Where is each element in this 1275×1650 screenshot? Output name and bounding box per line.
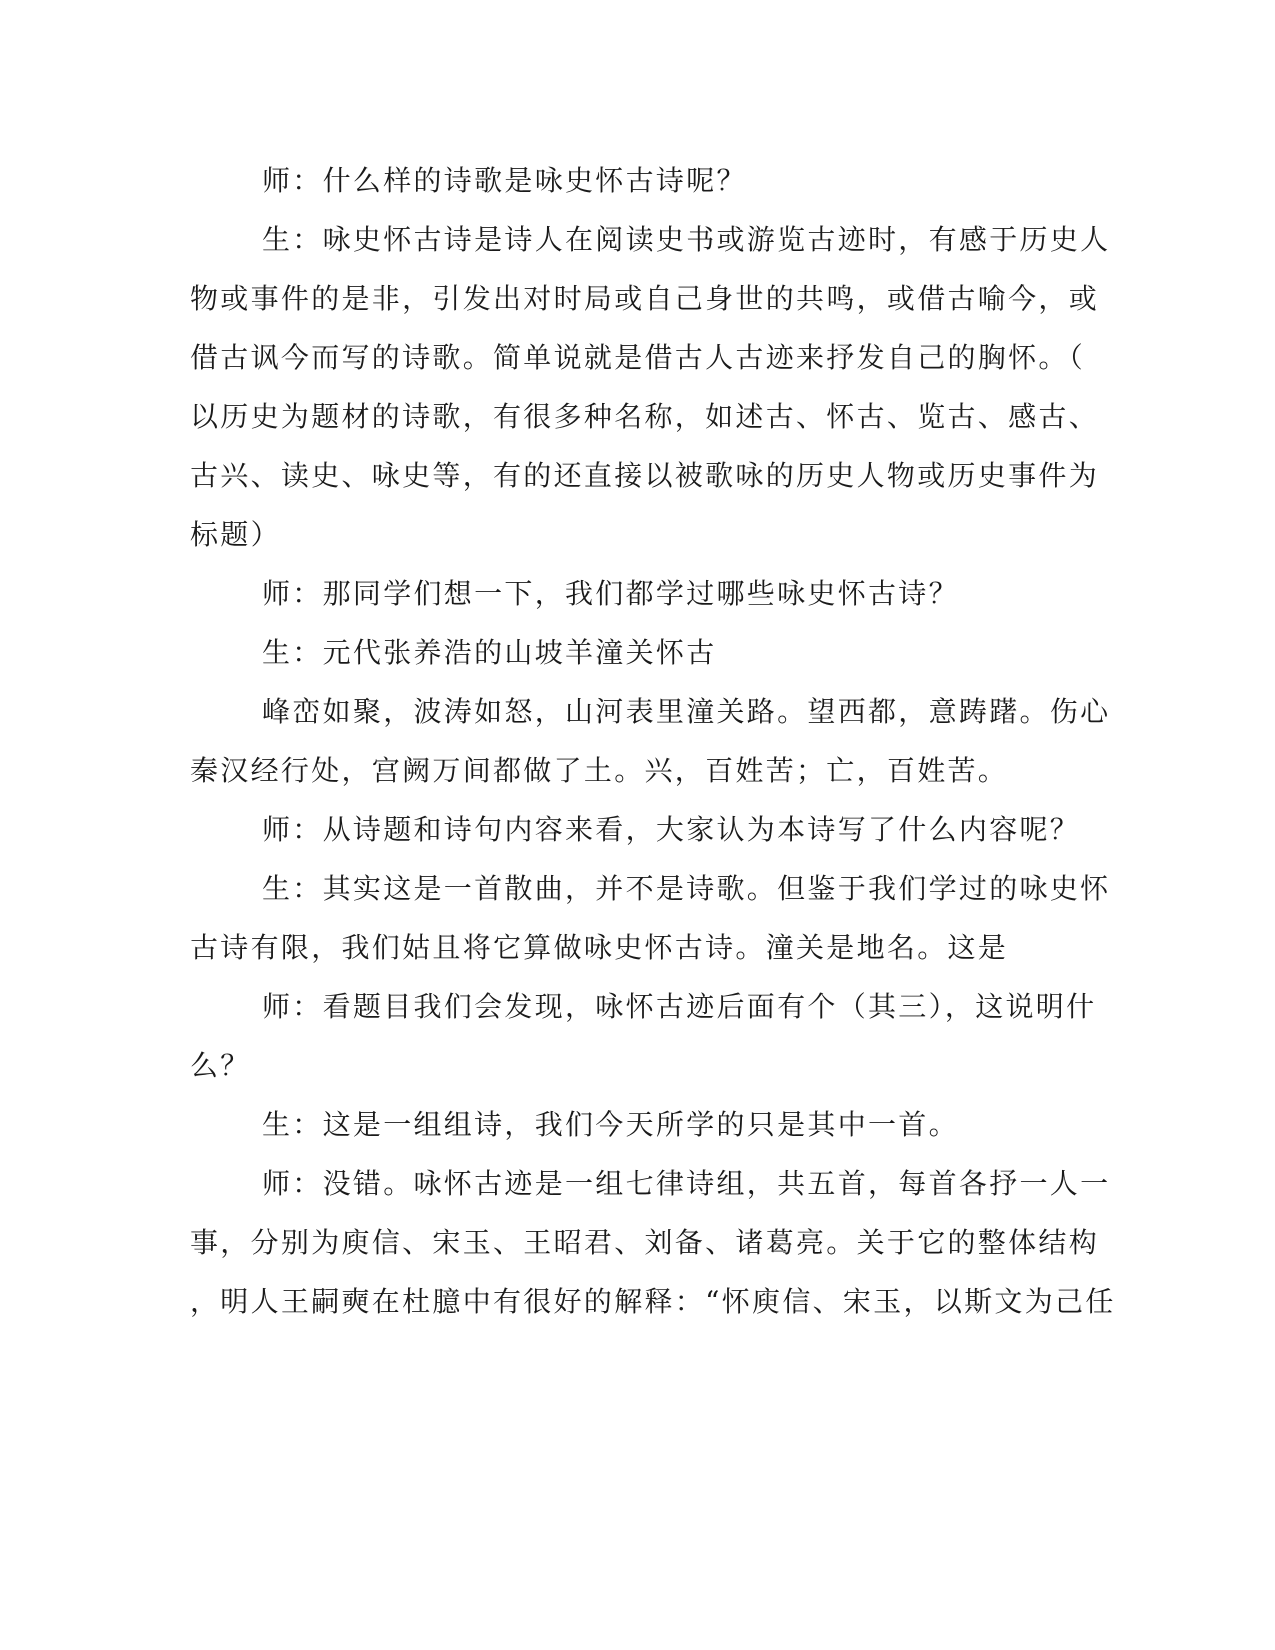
paragraph-line: 古兴、读史、咏史等，有的还直接以被歌咏的历史人物或历史事件为 bbox=[190, 459, 1100, 492]
paragraph-line: 生：咏史怀古诗是诗人在阅读史书或游览古迹时，有感于历史人 bbox=[262, 223, 1111, 256]
paragraph-line: 师：看题目我们会发现，咏怀古迹后面有个（其三），这说明什 bbox=[262, 990, 1097, 1023]
poem-line: 秦汉经行处，宫阙万间都做了土。兴，百姓苦；亡，百姓苦。 bbox=[190, 754, 1009, 787]
paragraph-line: 生：元代张养浩的山坡羊潼关怀古 bbox=[262, 636, 717, 669]
paragraph-line: 事，分别为庾信、宋玉、王昭君、刘备、诸葛亮。关于它的整体结构 bbox=[190, 1226, 1100, 1259]
paragraph-line: 么？ bbox=[190, 1049, 251, 1082]
paragraph-line: 师：什么样的诗歌是咏史怀古诗呢？ bbox=[262, 164, 747, 197]
paragraph-line: ，明人王嗣奭在杜臆中有很好的解释：“怀庾信、宋玉，以斯文为己任 bbox=[190, 1285, 1116, 1318]
paragraph-line: 师：那同学们想一下，我们都学过哪些咏史怀古诗？ bbox=[262, 577, 959, 610]
paragraph-line: 古诗有限，我们姑且将它算做咏史怀古诗。潼关是地名。这是 bbox=[190, 931, 1009, 964]
paragraph-line: 借古讽今而写的诗歌。简单说就是借古人古迹来抒发自己的胸怀。（ bbox=[190, 341, 1086, 374]
paragraph-line: 师：从诗题和诗句内容来看，大家认为本诗写了什么内容呢？ bbox=[262, 813, 1081, 846]
paragraph-line: 生：其实这是一首散曲，并不是诗歌。但鉴于我们学过的咏史怀 bbox=[262, 872, 1111, 905]
poem-line: 峰峦如聚，波涛如怒，山河表里潼关路。望西都，意踌躇。伤心 bbox=[262, 695, 1111, 728]
paragraph-line: 生：这是一组组诗，我们今天所学的只是其中一首。 bbox=[262, 1108, 959, 1141]
paragraph-line: 标题） bbox=[190, 518, 281, 551]
paragraph-line: 师：没错。咏怀古迹是一组七律诗组，共五首，每首各抒一人一 bbox=[262, 1167, 1111, 1200]
paragraph-line: 物或事件的是非，引发出对时局或自己身世的共鸣，或借古喻今，或 bbox=[190, 282, 1100, 315]
paragraph-line: 以历史为题材的诗歌，有很多种名称，如述古、怀古、览古、感古、 bbox=[190, 400, 1100, 433]
